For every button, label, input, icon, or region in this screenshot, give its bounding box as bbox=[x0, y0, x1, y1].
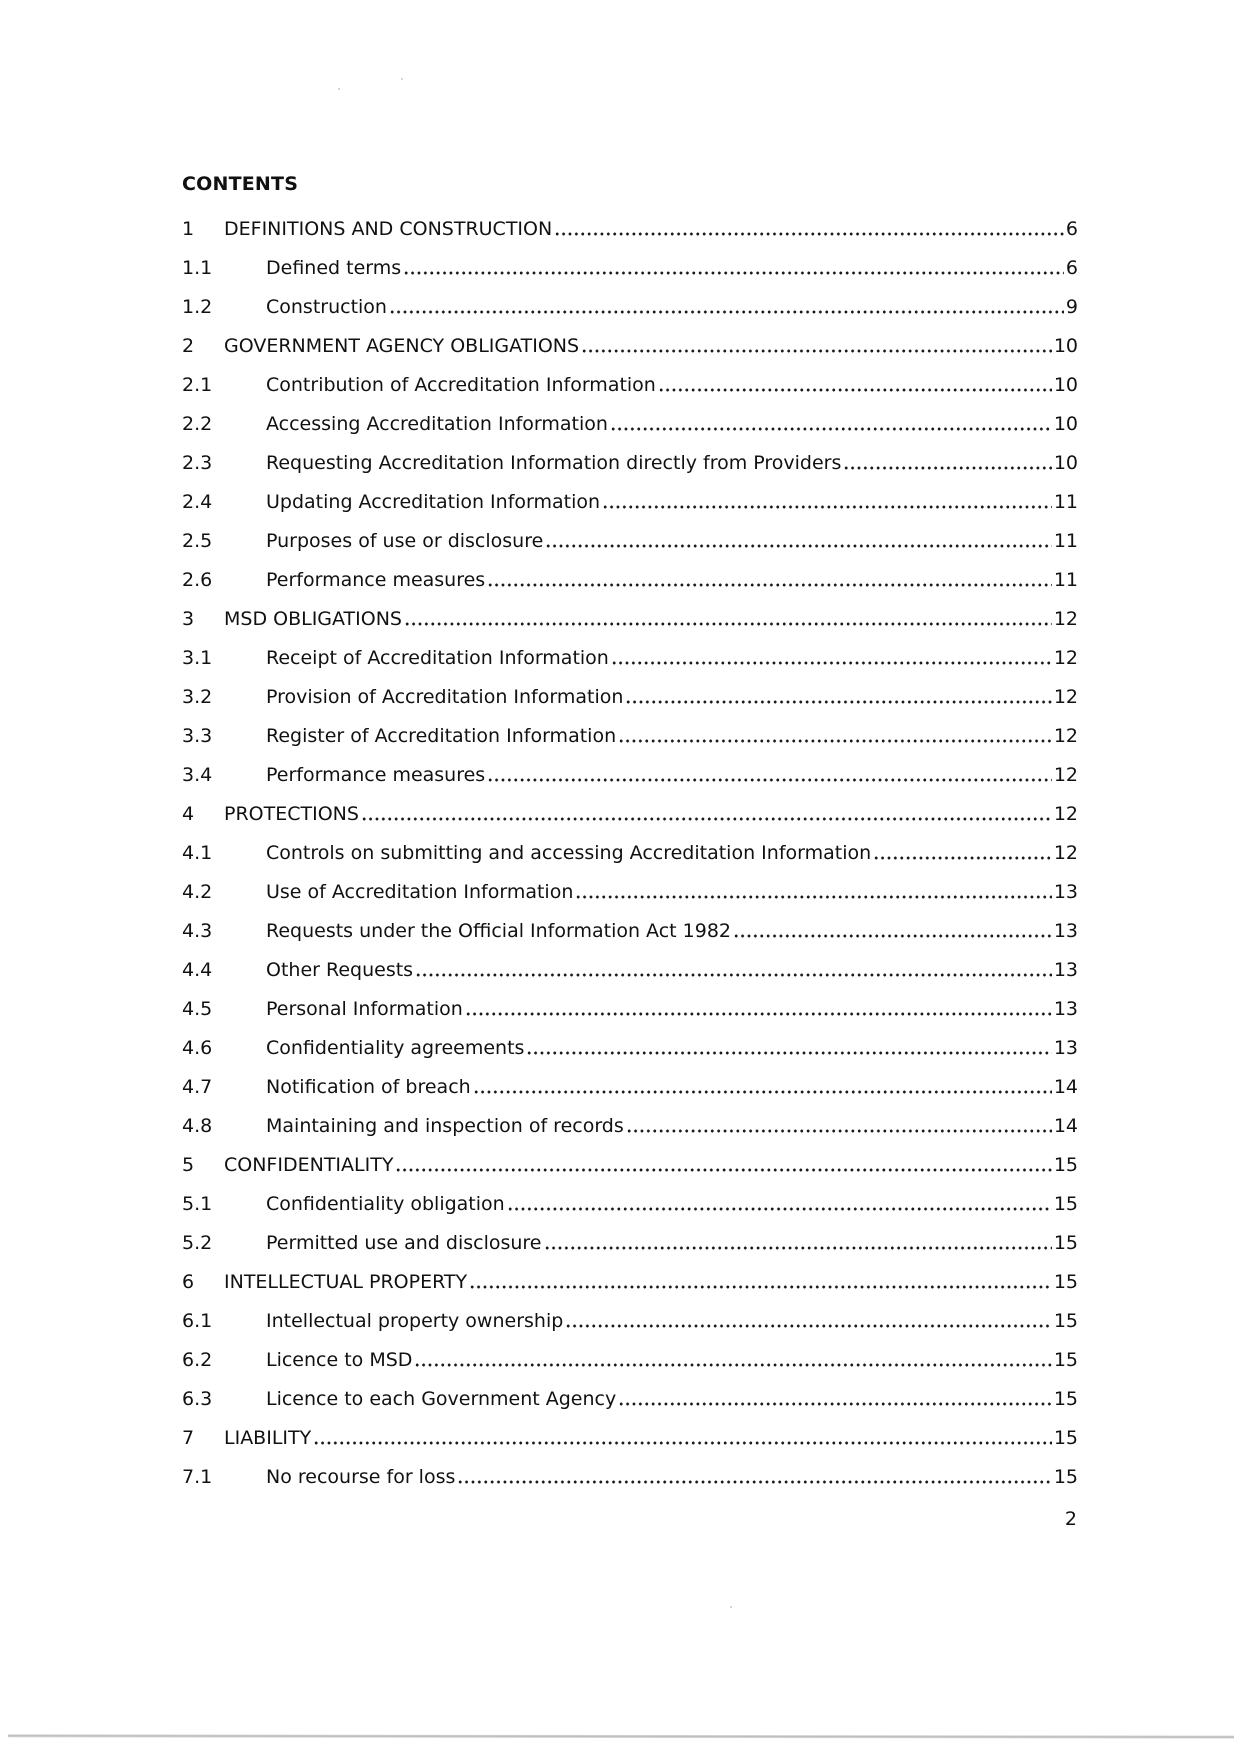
dot-leader bbox=[565, 1313, 1052, 1332]
toc-entry[interactable] bbox=[182, 911, 1078, 950]
toc-entry[interactable] bbox=[182, 248, 1078, 287]
toc-entry[interactable] bbox=[182, 404, 1078, 443]
toc-entry-page: 12 bbox=[1053, 841, 1078, 864]
toc-entry-page: 12 bbox=[1053, 724, 1078, 747]
toc-entry[interactable] bbox=[182, 1301, 1078, 1340]
dot-leader bbox=[457, 1469, 1051, 1488]
toc-entry-number: 2.4 bbox=[182, 490, 213, 513]
toc-entry-page: 12 bbox=[1053, 763, 1078, 786]
toc-entry-title: Requests under the Official Information Act 1982 bbox=[266, 919, 732, 942]
toc-entry[interactable] bbox=[182, 989, 1078, 1028]
toc-entry-title: Controls on submitting and accessing Accreditation Information bbox=[266, 841, 872, 864]
toc-entry-title: CONFIDENTIALITY bbox=[224, 1153, 394, 1176]
toc-entry-page: 6 bbox=[1065, 256, 1078, 279]
scan-edge-line bbox=[8, 1734, 1234, 1738]
toc-entry-number: 3.3 bbox=[182, 724, 213, 747]
toc-entry[interactable] bbox=[182, 482, 1078, 521]
toc-entry-page: 12 bbox=[1053, 685, 1078, 708]
toc-entry-number: 1.1 bbox=[182, 256, 213, 279]
dot-leader bbox=[625, 689, 1051, 708]
dot-leader bbox=[473, 1079, 1052, 1098]
toc-entry-title: Licence to each Government Agency bbox=[266, 1387, 617, 1410]
toc-entry-title: MSD OBLIGATIONS bbox=[224, 607, 402, 630]
toc-entry-page: 15 bbox=[1053, 1270, 1078, 1293]
toc-entry-title: Provision of Accreditation Information bbox=[266, 685, 624, 708]
scan-speck bbox=[401, 78, 403, 80]
toc-entry-number: 7 bbox=[182, 1426, 195, 1449]
toc-entry-page: 15 bbox=[1053, 1426, 1078, 1449]
toc-entry-number: 4.5 bbox=[182, 997, 213, 1020]
toc-entry-title: Defined terms bbox=[266, 256, 402, 279]
dot-leader bbox=[626, 1118, 1052, 1137]
toc-entry-title: Confidentiality agreements bbox=[266, 1036, 525, 1059]
toc-entry-number: 6.2 bbox=[182, 1348, 213, 1371]
toc-entry-page: 10 bbox=[1053, 334, 1078, 357]
toc-entry[interactable] bbox=[182, 599, 1078, 638]
toc-entry-title: Requesting Accreditation Information directly from Providers bbox=[266, 451, 842, 474]
dot-leader bbox=[610, 416, 1052, 435]
toc-entry-number: 2.5 bbox=[182, 529, 213, 552]
scan-speck bbox=[730, 1606, 732, 1608]
toc-entry[interactable] bbox=[182, 326, 1078, 365]
toc-entry-title: INTELLECTUAL PROPERTY bbox=[224, 1270, 468, 1293]
toc-entry-title: GOVERNMENT AGENCY OBLIGATIONS bbox=[224, 334, 580, 357]
toc-entry-number: 4.7 bbox=[182, 1075, 213, 1098]
dot-leader bbox=[554, 221, 1064, 240]
toc-entry[interactable] bbox=[182, 443, 1078, 482]
toc-entry-number: 6.1 bbox=[182, 1309, 213, 1332]
toc-entry[interactable] bbox=[182, 1262, 1078, 1301]
toc-entry-number: 4.6 bbox=[182, 1036, 213, 1059]
toc-entry-title: Other Requests bbox=[266, 958, 414, 981]
contents-heading: CONTENTS bbox=[182, 173, 299, 195]
toc-entry[interactable] bbox=[182, 1184, 1078, 1223]
toc-entry-page: 15 bbox=[1053, 1192, 1078, 1215]
toc-entry-page: 15 bbox=[1053, 1387, 1078, 1410]
dot-leader bbox=[361, 806, 1052, 825]
toc-entry-number: 4 bbox=[182, 802, 195, 825]
toc-entry[interactable] bbox=[182, 365, 1078, 404]
dot-leader bbox=[611, 650, 1052, 669]
toc-entry[interactable] bbox=[182, 209, 1078, 248]
dot-leader bbox=[581, 338, 1052, 357]
toc-entry-page: 11 bbox=[1053, 568, 1078, 591]
table-of-contents bbox=[182, 209, 1078, 1496]
toc-entry-number: 4.1 bbox=[182, 841, 213, 864]
toc-entry-title: Accessing Accreditation Information bbox=[266, 412, 608, 435]
toc-entry-page: 15 bbox=[1053, 1465, 1078, 1488]
toc-entry-number: 4.2 bbox=[182, 880, 213, 903]
dot-leader bbox=[658, 377, 1052, 396]
dot-leader bbox=[414, 1352, 1051, 1371]
toc-entry-number: 7.1 bbox=[182, 1465, 213, 1488]
toc-entry-page: 10 bbox=[1053, 451, 1078, 474]
toc-entry-page: 13 bbox=[1053, 919, 1078, 942]
toc-entry-page: 14 bbox=[1053, 1075, 1078, 1098]
toc-entry[interactable] bbox=[182, 716, 1078, 755]
toc-entry[interactable] bbox=[182, 872, 1078, 911]
dot-leader bbox=[465, 1001, 1052, 1020]
page-number: 2 bbox=[1064, 1508, 1077, 1530]
toc-entry-page: 13 bbox=[1053, 958, 1078, 981]
toc-entry-title: Performance measures bbox=[266, 763, 486, 786]
toc-entry-number: 1 bbox=[182, 217, 195, 240]
dot-leader bbox=[487, 572, 1052, 591]
toc-entry[interactable] bbox=[182, 287, 1078, 326]
toc-entry-page: 10 bbox=[1053, 373, 1078, 396]
dot-leader bbox=[733, 923, 1052, 942]
dot-leader bbox=[843, 455, 1051, 474]
toc-entry-number: 3.2 bbox=[182, 685, 213, 708]
toc-entry-title: Purposes of use or disclosure bbox=[266, 529, 544, 552]
toc-entry-number: 2 bbox=[182, 334, 195, 357]
toc-entry-title: DEFINITIONS AND CONSTRUCTION bbox=[224, 217, 553, 240]
dot-leader bbox=[313, 1430, 1052, 1449]
dot-leader bbox=[415, 962, 1052, 981]
dot-leader bbox=[618, 728, 1052, 747]
toc-entry-number: 1.2 bbox=[182, 295, 213, 318]
toc-entry-title: Maintaining and inspection of records bbox=[266, 1114, 624, 1137]
toc-entry-number: 2.6 bbox=[182, 568, 213, 591]
toc-entry-title: Performance measures bbox=[266, 568, 486, 591]
toc-entry[interactable] bbox=[182, 560, 1078, 599]
toc-entry[interactable] bbox=[182, 677, 1078, 716]
toc-entry[interactable] bbox=[182, 1418, 1078, 1457]
toc-entry-title: Use of Accreditation Information bbox=[266, 880, 574, 903]
dot-leader bbox=[545, 533, 1052, 552]
toc-entry-title: PROTECTIONS bbox=[224, 802, 359, 825]
toc-entry-number: 5.1 bbox=[182, 1192, 213, 1215]
toc-entry-page: 15 bbox=[1053, 1309, 1078, 1332]
toc-entry-title: Licence to MSD bbox=[266, 1348, 413, 1371]
toc-entry-number: 3 bbox=[182, 607, 195, 630]
toc-entry-page: 9 bbox=[1065, 295, 1078, 318]
toc-entry-page: 10 bbox=[1053, 412, 1078, 435]
toc-entry-number: 6 bbox=[182, 1270, 195, 1293]
scan-speck bbox=[338, 88, 340, 90]
toc-entry-number: 5 bbox=[182, 1153, 195, 1176]
toc-entry[interactable] bbox=[182, 1223, 1078, 1262]
dot-leader bbox=[395, 1157, 1051, 1176]
toc-entry-page: 15 bbox=[1053, 1153, 1078, 1176]
dot-leader bbox=[602, 494, 1052, 513]
toc-entry-page: 12 bbox=[1053, 802, 1078, 825]
toc-entry[interactable] bbox=[182, 638, 1078, 677]
toc-entry[interactable] bbox=[182, 1106, 1078, 1145]
toc-entry-title: Construction bbox=[266, 295, 387, 318]
toc-entry[interactable] bbox=[182, 833, 1078, 872]
toc-entry-number: 4.3 bbox=[182, 919, 213, 942]
toc-entry-number: 4.4 bbox=[182, 958, 213, 981]
toc-entry-title: Register of Accreditation Information bbox=[266, 724, 617, 747]
toc-entry-number: 3.1 bbox=[182, 646, 213, 669]
toc-entry-page: 12 bbox=[1053, 646, 1078, 669]
toc-entry-page: 13 bbox=[1053, 1036, 1078, 1059]
toc-entry-page: 11 bbox=[1053, 490, 1078, 513]
toc-entry-number: 2.3 bbox=[182, 451, 213, 474]
toc-entry-number: 2.1 bbox=[182, 373, 213, 396]
toc-entry[interactable] bbox=[182, 1028, 1078, 1067]
toc-entry-title: Permitted use and disclosure bbox=[266, 1231, 542, 1254]
toc-entry-number: 6.3 bbox=[182, 1387, 213, 1410]
toc-entry-title: Contribution of Accreditation Information bbox=[266, 373, 656, 396]
toc-entry-title: Updating Accreditation Information bbox=[266, 490, 601, 513]
toc-entry[interactable] bbox=[182, 521, 1078, 560]
toc-entry[interactable] bbox=[182, 1145, 1078, 1184]
toc-entry-title: Notification of breach bbox=[266, 1075, 471, 1098]
toc-entry-title: Confidentiality obligation bbox=[266, 1192, 505, 1215]
toc-entry-title: Receipt of Accreditation Information bbox=[266, 646, 609, 669]
dot-leader bbox=[526, 1040, 1051, 1059]
toc-entry-title: No recourse for loss bbox=[266, 1465, 456, 1488]
dot-leader bbox=[873, 845, 1052, 864]
toc-entry[interactable] bbox=[182, 950, 1078, 989]
toc-entry-number: 2.2 bbox=[182, 412, 213, 435]
toc-entry[interactable] bbox=[182, 755, 1078, 794]
toc-entry-page: 12 bbox=[1053, 607, 1078, 630]
toc-entry-page: 14 bbox=[1053, 1114, 1078, 1137]
toc-entry[interactable] bbox=[182, 1340, 1078, 1379]
toc-entry-page: 13 bbox=[1053, 997, 1078, 1020]
toc-entry-title: Personal Information bbox=[266, 997, 463, 1020]
toc-entry-page: 15 bbox=[1053, 1231, 1078, 1254]
dot-leader bbox=[507, 1196, 1052, 1215]
toc-entry-number: 4.8 bbox=[182, 1114, 213, 1137]
dot-leader bbox=[389, 299, 1064, 318]
dot-leader bbox=[403, 260, 1064, 279]
toc-entry-page: 15 bbox=[1053, 1348, 1078, 1371]
toc-entry-page: 11 bbox=[1053, 529, 1078, 552]
dot-leader bbox=[544, 1235, 1052, 1254]
toc-entry-title: LIABILITY bbox=[224, 1426, 312, 1449]
toc-entry-page: 6 bbox=[1065, 217, 1078, 240]
toc-entry-page: 13 bbox=[1053, 880, 1078, 903]
toc-entry-title: Intellectual property ownership bbox=[266, 1309, 564, 1332]
dot-leader bbox=[487, 767, 1052, 786]
dot-leader bbox=[575, 884, 1051, 903]
toc-entry[interactable] bbox=[182, 1379, 1078, 1418]
toc-entry-number: 5.2 bbox=[182, 1231, 213, 1254]
toc-entry[interactable] bbox=[182, 1067, 1078, 1106]
toc-entry[interactable] bbox=[182, 1457, 1078, 1496]
dot-leader bbox=[404, 611, 1052, 630]
dot-leader bbox=[618, 1391, 1052, 1410]
toc-entry[interactable] bbox=[182, 794, 1078, 833]
dot-leader bbox=[469, 1274, 1052, 1293]
toc-entry-number: 3.4 bbox=[182, 763, 213, 786]
